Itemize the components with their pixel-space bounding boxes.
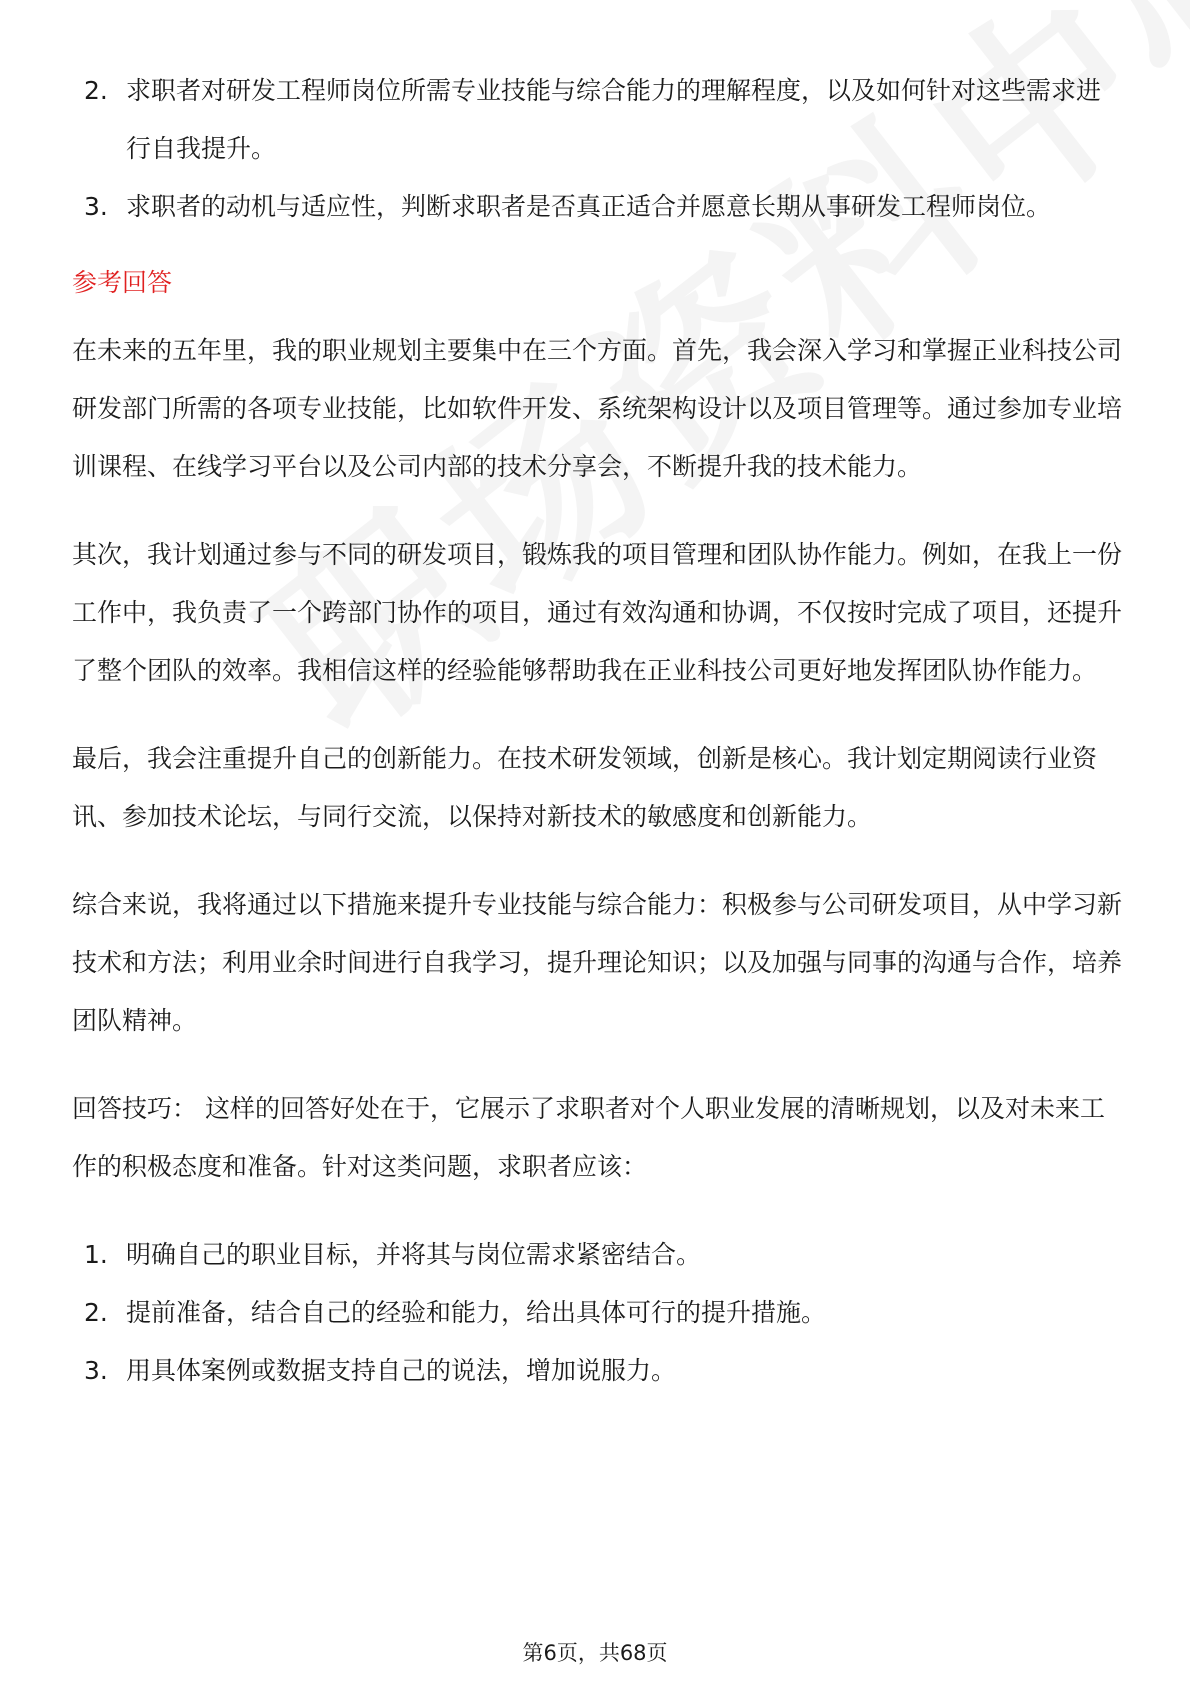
list-number: 1. — [84, 1240, 108, 1269]
list-text: 求职者的动机与适应性，判断求职者是否真正适合并愿意长期从事研发工程师岗位。 — [126, 192, 1052, 221]
paragraph: 在未来的五年里，我的职业规划主要集中在三个方面。首先，我会深入学习和掌握正业科技公司研发部门所需的各项专业技能，比如软件开发、系统架构设计以及项目管理等。通过参加专业培训课程、在线学习平台以及公司内部的技术分享会，不断提升我的技术能力。 — [72, 336, 1123, 481]
criteria-list — [72, 62, 1122, 236]
list-item — [72, 62, 1122, 178]
paragraph: 综合来说，我将通过以下措施来提升专业技能与综合能力：积极参与公司研发项目，从中学习新技术和方法；利用业余时间进行自我学习，提升理论知识；以及加强与同事的沟通与合作，培养团队精神。 — [72, 890, 1123, 1035]
document-body — [72, 62, 1122, 1400]
list-number: 3. — [84, 192, 108, 221]
list-item — [72, 178, 1122, 236]
paragraph: 回答技巧： 这样的回答好处在于，它展示了求职者对个人职业发展的清晰规划，以及对未来工作的积极态度和准备。针对这类问题，求职者应该： — [72, 1094, 1105, 1181]
list-number: 2. — [84, 1298, 108, 1327]
paragraph: 最后，我会注重提升自己的创新能力。在技术研发领域，创新是核心。我计划定期阅读行业资讯、参加技术论坛，与同行交流，以保持对新技术的敏感度和创新能力。 — [72, 744, 1098, 831]
list-text: 提前准备，结合自己的经验和能力，给出具体可行的提升措施。 — [126, 1298, 827, 1327]
list-text: 用具体案例或数据支持自己的说法，增加说服力。 — [126, 1356, 677, 1385]
list-text: 明确自己的职业目标，并将其与岗位需求紧密结合。 — [126, 1240, 702, 1269]
page-footer: 第6页，共68页 — [522, 1641, 668, 1665]
list-number: 3. — [84, 1356, 108, 1385]
tips-list — [72, 1226, 1122, 1400]
list-item — [72, 1226, 1122, 1284]
list-item — [72, 1284, 1122, 1342]
list-text: 求职者对研发工程师岗位所需专业技能与综合能力的理解程度，以及如何针对这些需求进行自我提升。 — [126, 76, 1102, 163]
list-item — [72, 1342, 1122, 1400]
section-title: 参考回答 — [72, 268, 173, 297]
list-number: 2. — [84, 76, 108, 105]
paragraph: 其次，我计划通过参与不同的研发项目，锻炼我的项目管理和团队协作能力。例如，在我上一份工作中，我负责了一个跨部门协作的项目，通过有效沟通和协调，不仅按时完成了项目，还提升了整个团队的效率。我相信这样的经验能够帮助我在正业科技公司更好地发挥团队协作能力。 — [72, 540, 1123, 685]
